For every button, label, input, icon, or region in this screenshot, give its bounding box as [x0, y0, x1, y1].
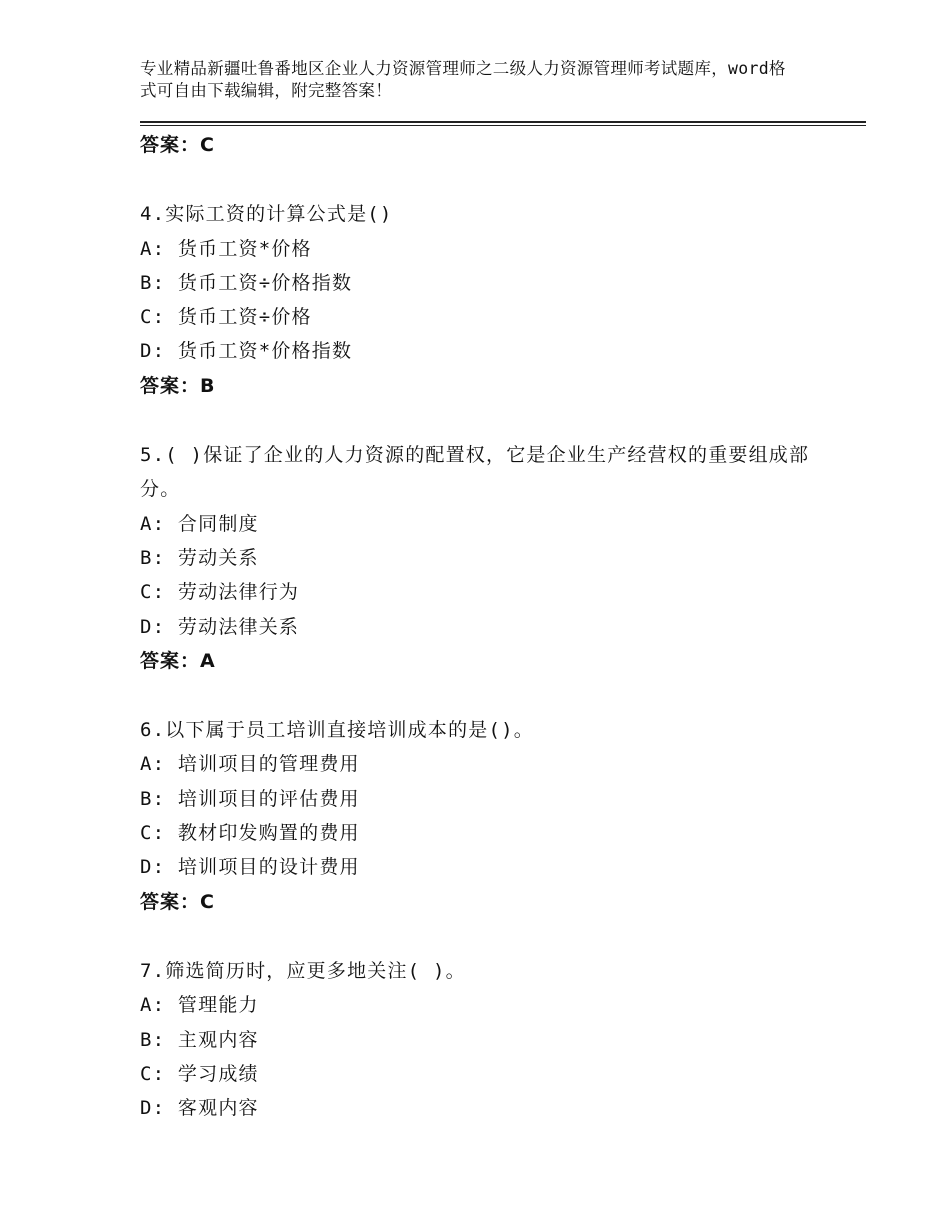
option-c: C: 货币工资÷价格: [140, 306, 312, 329]
previous-answer: 答案：C: [140, 134, 215, 156]
header-rule-thick: [140, 121, 866, 123]
question-stem: 6.以下属于员工培训直接培训成本的是()。: [140, 719, 534, 742]
option-a: A: 管理能力: [140, 994, 259, 1017]
option-b: B: 货币工资÷价格指数: [140, 271, 353, 294]
question-list: [140, 128, 820, 1125]
question-stem: 5.( )保证了企业的人力资源的配置权，它是企业生产经营权的重要组成部分。: [140, 444, 810, 501]
page-header: 专业精品新疆吐鲁番地区企业人力资源管理师之二级人力资源管理师考试题库，word格式可自由下载编辑，附完整答案！: [140, 59, 786, 100]
question-5: [140, 438, 820, 678]
header-rule-thin: [140, 125, 866, 126]
option-d: D: 客观内容: [140, 1097, 259, 1120]
option-c: C: 学习成绩: [140, 1062, 259, 1085]
option-b: B: 培训项目的评估费用: [140, 787, 360, 810]
option-b: B: 主观内容: [140, 1028, 259, 1051]
question-4: [140, 197, 820, 403]
question-stem: 4.实际工资的计算公式是(): [140, 203, 393, 226]
option-a: A: 合同制度: [140, 512, 259, 535]
option-d: D: 劳动法律关系: [140, 615, 300, 638]
answer-line: 答案：C: [140, 890, 215, 913]
question-7: [140, 954, 820, 1125]
question-6: [140, 713, 820, 919]
option-a: A: 货币工资*价格: [140, 237, 312, 260]
answer-line: 答案：A: [140, 649, 216, 672]
option-a: A: 培训项目的管理费用: [140, 753, 360, 776]
option-d: D: 货币工资*价格指数: [140, 340, 353, 363]
option-c: C: 劳动法律行为: [140, 581, 300, 604]
option-d: D: 培训项目的设计费用: [140, 856, 360, 879]
question-stem: 7.筛选简历时，应更多地关注( )。: [140, 959, 466, 982]
answer-line: 答案：B: [140, 374, 216, 397]
option-c: C: 教材印发购置的费用: [140, 822, 360, 845]
option-b: B: 劳动关系: [140, 546, 259, 569]
